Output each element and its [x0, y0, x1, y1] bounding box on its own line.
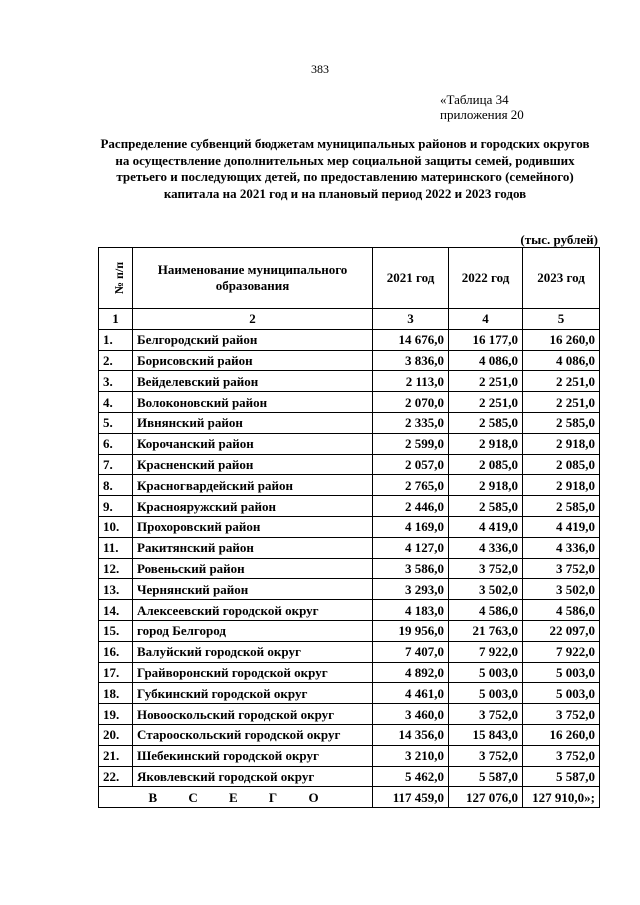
municipality-name: Волоконовский район	[133, 392, 373, 413]
municipality-name: Ракитянский район	[133, 537, 373, 558]
value-2023: 2 585,0	[523, 412, 600, 433]
total-2022: 127 076,0	[449, 787, 523, 808]
appendix-reference	[440, 92, 580, 122]
table-row	[99, 600, 600, 621]
municipality-name: Старооскольский городской округ	[133, 724, 373, 745]
value-2021: 5 462,0	[373, 766, 449, 787]
table-header-row	[99, 248, 600, 309]
value-2023: 16 260,0	[523, 724, 600, 745]
value-2022: 5 587,0	[449, 766, 523, 787]
units-label: (тыс. рублей)	[520, 232, 598, 247]
value-2023: 7 922,0	[523, 641, 600, 662]
municipality-name: Ровеньский район	[133, 558, 373, 579]
table-row	[99, 620, 600, 641]
column-number: 1	[99, 309, 133, 330]
value-2022: 2 585,0	[449, 412, 523, 433]
subsidy-table	[98, 247, 600, 808]
value-2023: 2 251,0	[523, 392, 600, 413]
value-2022: 15 843,0	[449, 724, 523, 745]
value-2021: 3 836,0	[373, 350, 449, 371]
header-2023: 2023 год	[523, 248, 600, 309]
municipality-name: Белгородский район	[133, 329, 373, 350]
value-2022: 2 251,0	[449, 371, 523, 392]
municipality-name: Губкинский городской округ	[133, 683, 373, 704]
value-2022: 2 918,0	[449, 433, 523, 454]
table-row	[99, 537, 600, 558]
row-number: 21.	[99, 745, 133, 766]
value-2021: 3 293,0	[373, 579, 449, 600]
value-2021: 4 183,0	[373, 600, 449, 621]
row-number: 2.	[99, 350, 133, 371]
document-title: Распределение субвенций бюджетам муниципальных районов и городских округов на осуществление дополнительных мер социальной защиты семей, родивших третьего и последующих детей, по предоставлению материнского (семейного) капитала на 2021 год и на плановый период 2022 и 2023 годов	[100, 136, 590, 201]
table-row	[99, 641, 600, 662]
value-2023: 2 918,0	[523, 433, 600, 454]
row-number: 10.	[99, 516, 133, 537]
table-row	[99, 329, 600, 350]
value-2021: 2 446,0	[373, 496, 449, 517]
table-row	[99, 496, 600, 517]
municipality-name: Борисовский район	[133, 350, 373, 371]
value-2023: 3 752,0	[523, 558, 600, 579]
municipality-name: Краснояружский район	[133, 496, 373, 517]
total-2021: 117 459,0	[373, 787, 449, 808]
value-2022: 5 003,0	[449, 662, 523, 683]
value-2021: 3 586,0	[373, 558, 449, 579]
value-2021: 2 765,0	[373, 475, 449, 496]
column-number: 5	[523, 309, 600, 330]
value-2022: 3 752,0	[449, 704, 523, 725]
municipality-name: город Белгород	[133, 620, 373, 641]
value-2022: 2 918,0	[449, 475, 523, 496]
value-2022: 4 586,0	[449, 600, 523, 621]
value-2023: 22 097,0	[523, 620, 600, 641]
value-2021: 14 676,0	[373, 329, 449, 350]
municipality-name: Корочанский район	[133, 433, 373, 454]
value-2023: 3 752,0	[523, 745, 600, 766]
row-number: 18.	[99, 683, 133, 704]
municipality-name: Прохоровский район	[133, 516, 373, 537]
value-2021: 19 956,0	[373, 620, 449, 641]
table-row	[99, 350, 600, 371]
value-2023: 4 336,0	[523, 537, 600, 558]
row-number: 8.	[99, 475, 133, 496]
row-number: 9.	[99, 496, 133, 517]
value-2022: 2 585,0	[449, 496, 523, 517]
row-number: 4.	[99, 392, 133, 413]
value-2021: 2 599,0	[373, 433, 449, 454]
table-row	[99, 412, 600, 433]
row-number: 7.	[99, 454, 133, 475]
value-2021: 14 356,0	[373, 724, 449, 745]
row-number: 11.	[99, 537, 133, 558]
total-row	[99, 787, 600, 808]
table-row	[99, 724, 600, 745]
row-number: 13.	[99, 579, 133, 600]
value-2023: 4 419,0	[523, 516, 600, 537]
value-2022: 7 922,0	[449, 641, 523, 662]
row-number: 19.	[99, 704, 133, 725]
municipality-name: Шебекинский городской округ	[133, 745, 373, 766]
table-row	[99, 558, 600, 579]
value-2023: 16 260,0	[523, 329, 600, 350]
value-2023: 4 086,0	[523, 350, 600, 371]
value-2021: 7 407,0	[373, 641, 449, 662]
value-2021: 4 127,0	[373, 537, 449, 558]
table-row	[99, 371, 600, 392]
municipality-name: Вейделевский район	[133, 371, 373, 392]
table-row	[99, 392, 600, 413]
municipality-name: Грайворонский городской округ	[133, 662, 373, 683]
table-row	[99, 662, 600, 683]
total-label: В С Е Г О	[99, 787, 373, 808]
row-number: 15.	[99, 620, 133, 641]
table-row	[99, 433, 600, 454]
appendix-annex-label: приложения 20	[440, 107, 524, 122]
header-num	[99, 248, 133, 309]
value-2023: 3 502,0	[523, 579, 600, 600]
value-2023: 2 085,0	[523, 454, 600, 475]
municipality-name: Яковлевский городской округ	[133, 766, 373, 787]
value-2021: 4 169,0	[373, 516, 449, 537]
value-2022: 4 336,0	[449, 537, 523, 558]
value-2023: 3 752,0	[523, 704, 600, 725]
municipality-name: Чернянский район	[133, 579, 373, 600]
value-2022: 3 752,0	[449, 745, 523, 766]
value-2022: 2 251,0	[449, 392, 523, 413]
value-2021: 2 113,0	[373, 371, 449, 392]
table-row	[99, 454, 600, 475]
value-2021: 2 335,0	[373, 412, 449, 433]
table-row	[99, 475, 600, 496]
total-2023: 127 910,0»;	[523, 787, 600, 808]
row-number: 1.	[99, 329, 133, 350]
value-2021: 4 892,0	[373, 662, 449, 683]
municipality-name: Красненский район	[133, 454, 373, 475]
table-row	[99, 704, 600, 725]
value-2022: 2 085,0	[449, 454, 523, 475]
header-2022: 2022 год	[449, 248, 523, 309]
header-num-label: № п/п	[112, 261, 127, 295]
value-2023: 2 585,0	[523, 496, 600, 517]
value-2022: 16 177,0	[449, 329, 523, 350]
value-2021: 3 210,0	[373, 745, 449, 766]
row-number: 12.	[99, 558, 133, 579]
municipality-name: Красногвардейский район	[133, 475, 373, 496]
row-number: 20.	[99, 724, 133, 745]
value-2022: 4 086,0	[449, 350, 523, 371]
table-row	[99, 766, 600, 787]
column-number: 4	[449, 309, 523, 330]
row-number: 14.	[99, 600, 133, 621]
value-2023: 2 251,0	[523, 371, 600, 392]
value-2021: 2 057,0	[373, 454, 449, 475]
row-number: 6.	[99, 433, 133, 454]
value-2022: 3 502,0	[449, 579, 523, 600]
municipality-name: Ивнянский район	[133, 412, 373, 433]
municipality-name: Новооскольский городской округ	[133, 704, 373, 725]
value-2022: 3 752,0	[449, 558, 523, 579]
value-2022: 5 003,0	[449, 683, 523, 704]
page-number: 383	[311, 62, 329, 76]
row-number: 16.	[99, 641, 133, 662]
value-2023: 5 003,0	[523, 683, 600, 704]
row-number: 17.	[99, 662, 133, 683]
value-2022: 4 419,0	[449, 516, 523, 537]
value-2021: 2 070,0	[373, 392, 449, 413]
table-row	[99, 579, 600, 600]
value-2021: 3 460,0	[373, 704, 449, 725]
column-number: 3	[373, 309, 449, 330]
value-2021: 4 461,0	[373, 683, 449, 704]
row-number: 3.	[99, 371, 133, 392]
header-name: Наименование муниципального образования	[133, 248, 373, 309]
row-number: 22.	[99, 766, 133, 787]
header-2021: 2021 год	[373, 248, 449, 309]
municipality-name: Алексеевский городской округ	[133, 600, 373, 621]
value-2023: 5 003,0	[523, 662, 600, 683]
value-2023: 4 586,0	[523, 600, 600, 621]
column-number-row	[99, 309, 600, 330]
table-row	[99, 745, 600, 766]
appendix-table-label: «Таблица 34	[440, 92, 509, 107]
column-number: 2	[133, 309, 373, 330]
table-body	[99, 329, 600, 787]
row-number: 5.	[99, 412, 133, 433]
municipality-name: Валуйский городской округ	[133, 641, 373, 662]
value-2022: 21 763,0	[449, 620, 523, 641]
table-row	[99, 516, 600, 537]
value-2023: 5 587,0	[523, 766, 600, 787]
value-2023: 2 918,0	[523, 475, 600, 496]
table-row	[99, 683, 600, 704]
